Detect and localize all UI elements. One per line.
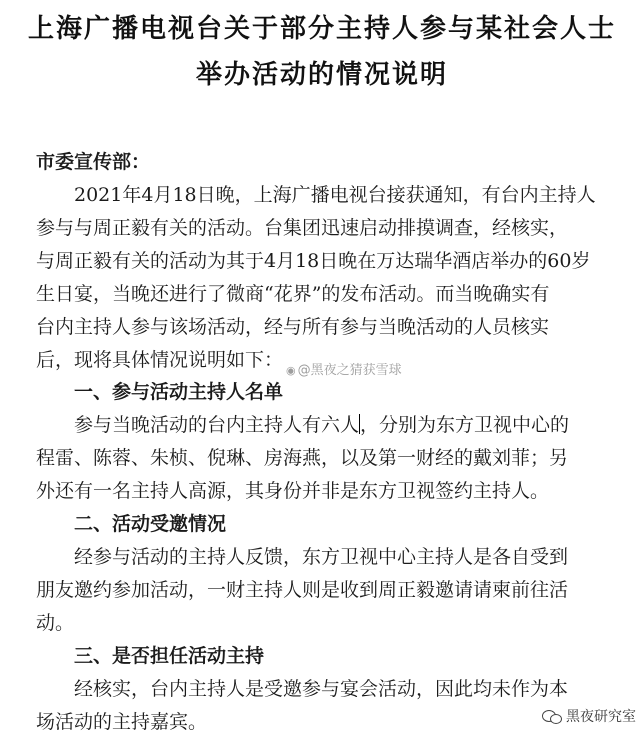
brand-text: 黑夜研究室 — [566, 709, 636, 725]
watermark-text: @黑夜之猜获雪球 — [297, 363, 402, 378]
document-title-line-2: 举办活动的情况说明 — [195, 60, 448, 90]
section-1-line — [74, 410, 569, 437]
section-3-line: 经核实，台内主持人是受邀参与宴会活动，因此均未作为本 — [74, 678, 569, 700]
brand-watermark — [542, 706, 636, 726]
section-3-heading: 三、是否担任活动主持 — [74, 645, 265, 667]
intro-line: 2021年4月18日晚，上海广播电视台接获通知，有台内主持人 — [74, 184, 596, 206]
section-1-line: 程雷、陈蓉、朱桢、倪琳、房海燕，以及第一财经的戴刘菲；另 — [36, 447, 569, 469]
intro-line: 参与与周正毅有关的活动。台集团迅速启动排摸调查，经核实， — [36, 217, 569, 239]
document-title-line-1: 上海广播电视台关于部分主持人参与某社会人士 — [27, 14, 616, 44]
weibo-watermark — [286, 359, 402, 378]
section-1-line: 外还有一名主持人高源，其身份并非是东方卫视签约主持人。 — [36, 480, 550, 502]
section-2-line: 朋友邀约参加活动，一财主持人则是收到周正毅邀请请柬前往活 — [36, 579, 569, 601]
section-2-line: 动。 — [36, 612, 75, 634]
intro-line: 与周正毅有关的活动为其于4月18日晚在万达瑞华酒店举办的60岁 — [36, 250, 591, 272]
intro-line: 生日宴，当晚还进行了微商“花界”的发布活动。而当晚确实有 — [36, 283, 550, 305]
intro-line: 台内主持人参与该场活动，经与所有参与当晚活动的人员核实 — [36, 316, 550, 338]
section-3-line: 场活动的主持嘉宾。 — [36, 711, 208, 733]
section-1-text: 参与当晚活动的台内主持人有六人 — [74, 414, 360, 436]
intro-line: 后，现将具体情况说明如下： — [36, 349, 284, 371]
wechat-icon — [542, 708, 562, 724]
section-2-line: 经参与活动的主持人反馈，东方卫视中心主持人是各自受到 — [74, 546, 569, 568]
weibo-icon: ◉ — [286, 364, 296, 377]
salutation: 市委宣传部： — [36, 151, 151, 173]
section-1-text: ，分别为东方卫视中心的 — [360, 414, 570, 436]
section-2-heading: 二、活动受邀情况 — [74, 513, 227, 535]
section-1-heading: 一、参与活动主持人名单 — [74, 381, 284, 403]
